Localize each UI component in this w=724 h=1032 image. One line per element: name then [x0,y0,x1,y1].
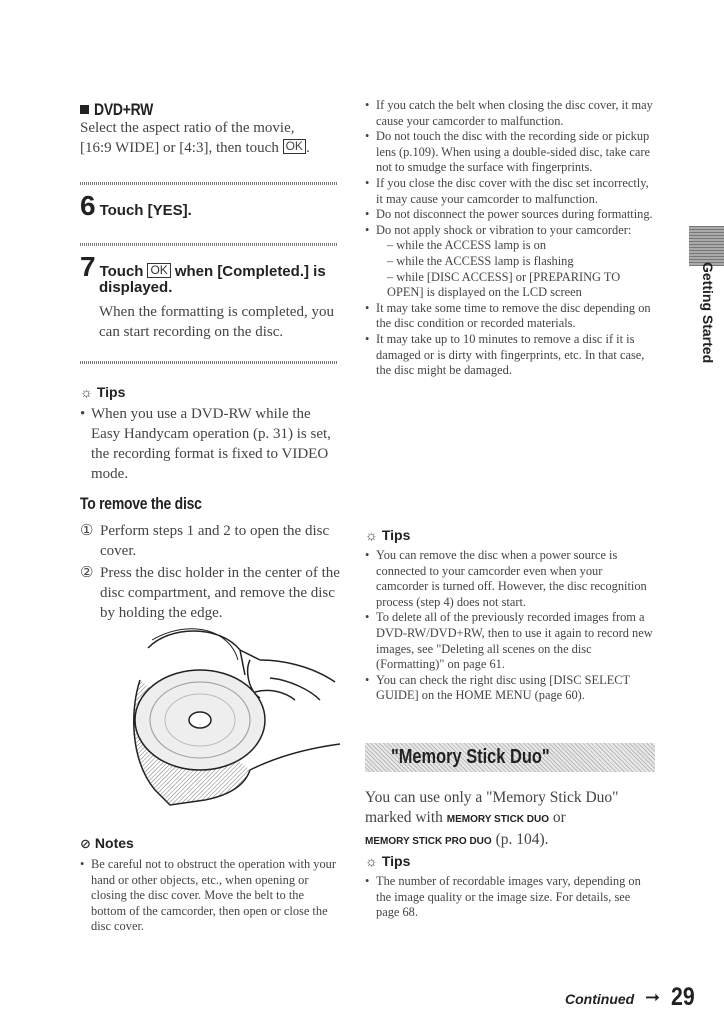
list-item: • You can remove the disc when a power source is connected to your camcorder even when your camcorder is turned off. However, the disc recognition process (step 4) does not start. [365,548,655,610]
tips-right-2: ☼ Tips • The number of recordable images vary, depending on the image quality or the image size. For details, see page 68. [365,853,655,921]
notes-left: ⊘ Notes • Be careful not to obstruct the operation with your hand or other objects, etc., when opening or closing the disc cover. Move the belt to the bottom of the camcorder, then open or close the disc cover. [80,835,342,935]
memory-stick-banner [365,743,655,772]
remove-disc-heading: To remove the disc [80,494,202,513]
notes-icon: ⊘ [80,837,91,852]
step-7: 7 Touch OK when [Completed.] is displayed. When the formatting is completed, you can start recording on the disc. [80,251,334,340]
step-title: Touch [YES]. [99,202,192,219]
list-item: ① Perform steps 1 and 2 to open the disc cover. [80,523,330,559]
side-tab-marker [689,226,724,266]
dvd-rw-text: Select the aspect ratio of the movie, [16:9 WIDE] or [4:3], then touch OK . [80,120,310,156]
dash-item: – while the ACCESS lamp is on [387,238,547,253]
memory-stick-duo-logo: MEMORY STICK DUO [446,814,550,825]
memory-stick-pro-duo-logo: MEMORY STICK PRO DUO [365,836,492,847]
continued-label: Continued [565,991,635,1007]
remove-steps [80,521,342,623]
right-column [365,98,655,379]
list-item: • It may take up to 10 minutes to remove a disc if it is damaged or is dirty with fingerprints, etc. In that case, the disc might be damaged. [365,332,655,379]
divider [80,182,337,185]
list-item: • Be careful not to obstruct the operation with your hand or other objects, etc., when opening or closing the disc cover. Move the belt to the bottom of the camcorder, then open or close the disc cover. [80,857,342,935]
dash-item: – while [DISC ACCESS] or [PREPARING TO OPEN] is displayed on the LCD screen [387,269,621,300]
side-tab-label: Getting Started [700,262,716,364]
tips-right: ☼ Tips • You can remove the disc when a power source is connected to your camcorder even when your camcorder is turned off. However, the disc recognition process (step 4) does not start. • To delete all of the previously recorded images from a DVD-RW/DVD+RW, then to use it again to record new images, see "Deleting all scenes on the disc (Formatting)" on page 61. • You can check the right disc using [DISC SELECT GUIDE] on the HOME MENU (page 60). [365,527,655,704]
page-number: 29 [671,983,695,1011]
list-item: • The number of recordable images vary, depending on the image quality or the image size. For details, see page 68. [365,874,655,921]
tips-icon: ☼ [365,529,378,544]
arrow-right-icon: ➞ [645,987,661,1008]
notes-list [80,857,342,935]
square-bullet-icon [80,105,89,114]
disc-removal-illustration [110,620,345,810]
tips-icon: ☼ [365,855,378,870]
list-item: • Do not touch the disc with the recording side or pickup lens (p.109). When using a double-sided disc, take care not to smudge the surface with fingerprints. [365,129,655,176]
dvd-rw-heading: DVD+RW [80,100,350,120]
ok-button-icon: OK [283,139,306,154]
step-6 [80,190,350,222]
step-number: 6 [80,190,96,221]
tips-list [365,548,655,704]
cautions-list [365,98,655,379]
list-item: • Do not apply shock or vibration to your camcorder: – while the ACCESS lamp is on – while the ACCESS lamp is flashing – while [DISC ACCESS] or [PREPARING TO OPEN] is displayed on the LCD screen [365,223,655,301]
banner-title: "Memory Stick Duo" [391,746,550,768]
list-item: • Do not disconnect the power sources during formatting. [365,207,655,223]
list-item: ② Press the disc holder in the center of the disc compartment, and remove the disc by holding the edge. [80,565,340,621]
ok-button-icon: OK [147,263,170,278]
tips-icon: ☼ [80,386,93,401]
step-number: 7 [80,251,96,282]
tips-list [80,404,342,484]
list-item: • It may take some time to remove the disc depending on the disc condition or recorded materials. [365,301,655,332]
divider [80,243,337,246]
tips-left: ☼ Tips • When you use a DVD-RW while the Easy Handycam operation (p. 31) is set, the recording format is fixed to VIDEO mode. [80,384,342,484]
list-item: • To delete all of the previously recorded images from a DVD-RW/DVD+RW, then to use it again to record new images, see "Deleting all scenes on the disc (Formatting)" on page 61. [365,610,655,672]
list-item: • When you use a DVD-RW while the Easy Handycam operation (p. 31) is set, the recording format is fixed to VIDEO mode. [80,404,342,484]
list-item: • If you close the disc cover with the disc set incorrectly, it may cause your camcorder to malfunction. [365,176,655,207]
tips-list [365,874,655,921]
page-footer [565,983,705,1013]
divider [80,361,337,364]
list-item: • You can check the right disc using [DISC SELECT GUIDE] on the HOME MENU (page 60). [365,673,655,704]
dash-item: – while the ACCESS lamp is flashing [387,253,574,268]
memory-stick-text: You can use only a "Memory Stick Duo" marked with MEMORY STICK DUO or MEMORY STICK PRO DUO (p. 104). [365,789,619,848]
list-item: • If you catch the belt when closing the disc cover, it may cause your camcorder to malfunction. [365,98,655,129]
